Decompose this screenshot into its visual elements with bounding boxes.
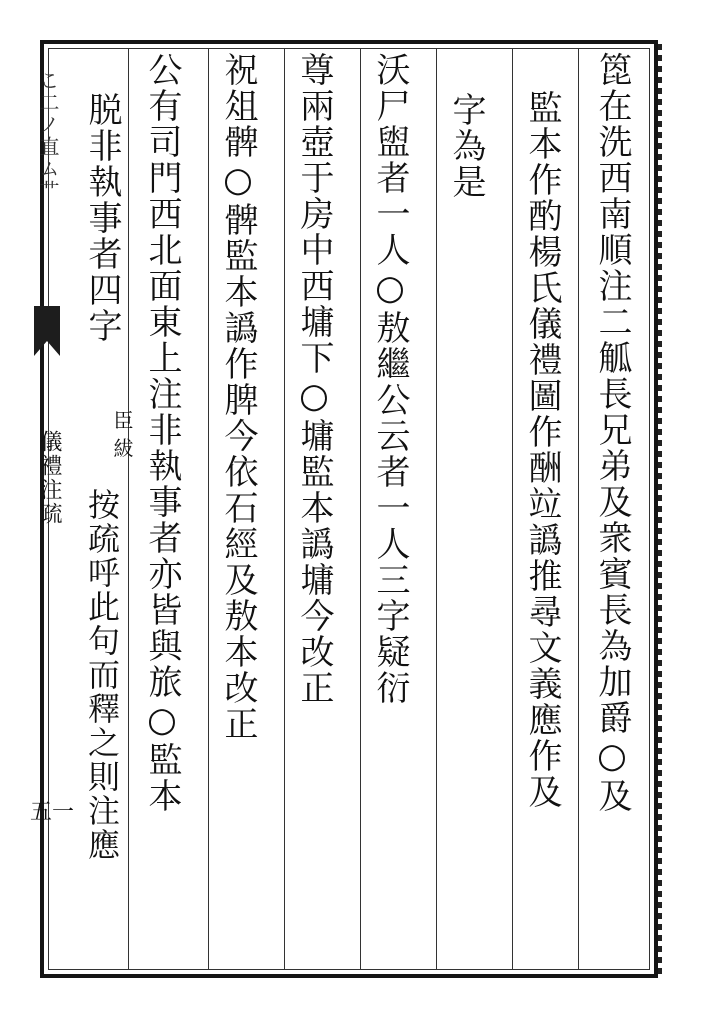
text-column-1: 箆在洗西南順注二觚長兄弟及衆賓長為加爵○及: [592, 52, 632, 814]
text-column-2: 監本作酌楊氏儀禮圖作酬竝譌推尋文義應作及: [522, 90, 562, 810]
text-column-5: 尊兩壺于房中西墉下○墉監本譌墉今改正: [294, 52, 334, 706]
column-rule: [436, 48, 437, 970]
text-column-9: 脱非執事者四字: [82, 92, 122, 344]
column-rule: [128, 48, 129, 970]
column-rule: [578, 48, 579, 970]
margin-top-marks: こ二ノ直ム艹: [36, 70, 60, 202]
column-rule: [208, 48, 209, 970]
text-column-7: 公有司門西北面東上注非執事者亦皆與旅○監本: [142, 52, 182, 814]
text-column-8: 按疏呼此句而釋之則注應: [83, 488, 121, 862]
column-rule: [360, 48, 361, 970]
column-rule: [512, 48, 513, 970]
book-title: 儀禮注疏: [37, 430, 62, 526]
right-edge-border: [658, 44, 662, 979]
text-column-3: 字為是: [446, 92, 486, 200]
text-column-4: 沃尸盥者一人○敖繼公云者一人三字疑衍: [370, 52, 410, 706]
text-column-6: 祝俎髀○髀監本譌作脾今依石經及敖本改正: [218, 52, 258, 742]
page-number: 五一: [30, 800, 75, 825]
column-rule: [284, 48, 285, 970]
annotation-small-text: 臣紱: [110, 410, 134, 466]
